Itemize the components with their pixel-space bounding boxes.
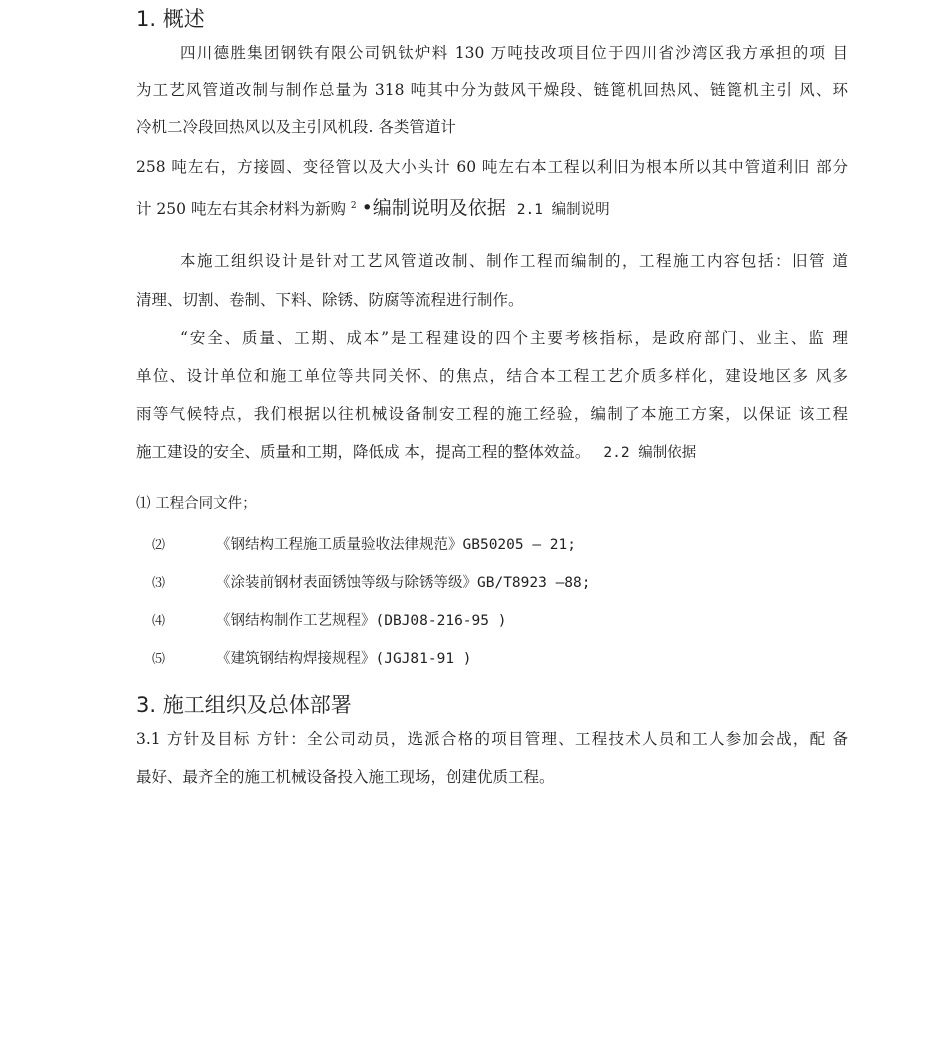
- section-3-line-1: 3.1 方针及目标 方针：全公司动员，选派合格的项目管理、工程技术人员和工人参加会战，配 备: [136, 730, 848, 748]
- basis-item-2-text: 《钢结构工程施工质量验收法律规范》GB50205 — 21;: [216, 537, 576, 553]
- subsection-2-2-heading: 2.2 编制依据: [603, 445, 697, 461]
- basis-item-5-number: ⑸: [152, 652, 166, 667]
- subsection-2-1-heading: 2.1 编制说明: [516, 202, 610, 219]
- basis-item-1: ⑴ 工程合同文件；: [136, 496, 257, 512]
- overview-line-1: 四川德胜集团钢铁有限公司钒钛炉料 130 万吨技改项目位于四川省沙湾区我方承担的项 目: [180, 44, 848, 62]
- basis-item-3-text: 《涂装前钢材表面锈蚀等级与除锈等级》GB/T8923 —88;: [216, 575, 591, 591]
- basis-item-5: [152, 647, 472, 668]
- basis-item-2: [152, 533, 576, 554]
- overview-line-5-text: 计 250 吨左右其余材料为新购: [136, 200, 346, 219]
- overview-line-4: 258 吨左右，方接圆、变径管以及大小头计 60 吨左右本工程以利旧为根本所以其中管道利旧 部分: [136, 158, 848, 176]
- section-3-heading: 3. 施工组织及总体部署: [136, 693, 352, 717]
- para2-line-1: “安全、质量、工期、成本”是工程建设的四个主要考核指标，是政府部门、业主、监 理: [180, 329, 848, 347]
- para2-line-4: [136, 442, 848, 463]
- basis-item-4-number: ⑷: [152, 614, 166, 629]
- basis-item-4-text: 《钢结构制作工艺规程》(DBJ08-216-95 ): [216, 613, 507, 629]
- footnote-marker: 2: [350, 201, 357, 211]
- section-2-heading: •编制说明及依据: [361, 197, 506, 220]
- overview-line-5: [136, 196, 848, 220]
- para2-line-3: 雨等气候特点，我们根据以往机械设备制安工程的施工经验，编制了本施工方案，以保证 该工程: [136, 405, 848, 423]
- para2-line-2: 单位、设计单位和施工单位等共同关怀、的焦点，结合本工程工艺介质多样化，建设地区多 风多: [136, 367, 848, 385]
- overview-line-2: 为工艺风管道改制与制作总量为 318 吨其中分为鼓风干燥段、链篦机回热风、链篦机主引 风、环: [136, 81, 848, 99]
- basis-item-3: [152, 571, 591, 592]
- section-1-heading: 1. 概述: [136, 7, 205, 31]
- overview-line-3: 冷机二冷段回热风以及主引风机段. 各类管道计: [136, 118, 456, 136]
- section-3-line-2: 最好、最齐全的施工机械设备投入施工现场，创建优质工程。: [136, 768, 555, 786]
- basis-item-2-number: ⑵: [152, 538, 166, 553]
- basis-item-4: [152, 609, 506, 630]
- basis-item-5-text: 《建筑钢结构焊接规程》(JGJ81-91 ): [216, 651, 472, 667]
- para1-line-2: 清理、切割、卷制、下料、除锈、防腐等流程进行制作。: [136, 291, 524, 309]
- para2-line-4-text: 施工建设的安全、质量和工期，降低成 本，提高工程的整体效益。: [136, 443, 591, 461]
- basis-item-3-number: ⑶: [152, 576, 166, 591]
- para1-line-1: 本施工组织设计是针对工艺风管道改制、制作工程而编制的，工程施工内容包括：旧管 道: [180, 252, 848, 270]
